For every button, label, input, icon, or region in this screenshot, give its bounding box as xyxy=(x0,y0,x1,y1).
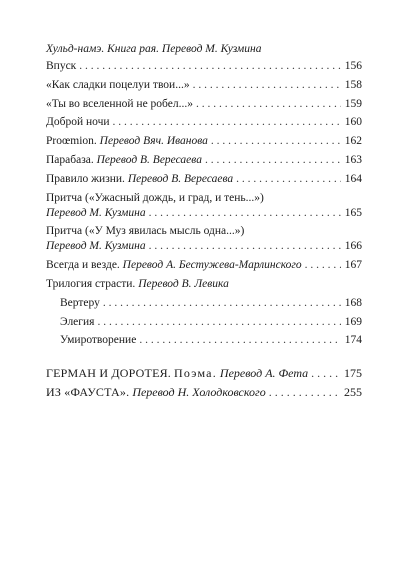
entry-title: «Как сладки поцелуи твои...» xyxy=(46,78,190,91)
entry-title-text: Proœmion. xyxy=(46,135,97,148)
section-heading: Хульд-намэ. Книга рая. Перевод М. Кузмина xyxy=(46,43,262,55)
entry-title-text: Парабаза. xyxy=(46,153,94,166)
entry-title xyxy=(46,366,308,381)
table-of-contents xyxy=(46,42,362,404)
entry-title-text: ГЕРМАН И ДОРОТЕЯ. xyxy=(46,366,172,381)
toc-entry xyxy=(46,78,362,93)
page-number: 164 xyxy=(344,172,362,185)
page-number: 174 xyxy=(344,334,362,347)
entry-title: Притча («У Муз явилась мысль одна...») xyxy=(46,225,245,238)
entry-title: «Ты во вселенной не робел...» xyxy=(46,97,193,110)
entry-translator: Перевод Н. Холодковского xyxy=(132,384,266,399)
entry-title: Притча («Ужасный дождь, и град, и тень...») xyxy=(46,191,264,204)
toc-entry xyxy=(46,153,362,168)
entry-title xyxy=(46,172,233,187)
spacer xyxy=(46,352,362,366)
entry-second-line xyxy=(46,206,362,221)
entry-second-line xyxy=(46,239,362,254)
entry-title-text: ИЗ «ФАУСТА». xyxy=(46,384,130,399)
toc-entry xyxy=(46,59,362,74)
toc-sub-entry xyxy=(46,333,362,348)
dot-leader xyxy=(311,366,341,381)
entry-translator: Перевод В. Вересаева xyxy=(96,153,202,166)
page-number: 162 xyxy=(344,135,362,148)
entry-title xyxy=(46,385,266,400)
page-number: 169 xyxy=(344,315,362,328)
entry-translator: Перевод М. Кузмина xyxy=(46,206,146,219)
toc-entry-two-line xyxy=(46,191,362,221)
trilogy-heading xyxy=(46,277,362,292)
entry-title xyxy=(46,153,202,168)
entry-title: Элегия xyxy=(60,315,95,328)
toc-entry xyxy=(46,97,362,112)
entry-title: Умиротворение xyxy=(60,334,137,347)
entry-title-text: Всегда и везде. xyxy=(46,259,120,272)
entry-title: Вертеру xyxy=(60,296,100,309)
toc-entry xyxy=(46,258,362,273)
entry-title xyxy=(46,134,208,149)
entry-genre: Поэма. xyxy=(174,366,217,381)
page-number: 166 xyxy=(344,240,362,253)
entry-title-text: Правило жизни. xyxy=(46,172,125,185)
toc-major-entry xyxy=(46,385,362,400)
entry-translator: Перевод М. Кузмина xyxy=(46,240,146,253)
dot-leader xyxy=(205,153,341,168)
dot-leader xyxy=(113,115,341,130)
dot-leader xyxy=(193,78,341,93)
dot-leader xyxy=(139,333,341,348)
entry-translator: Перевод В. Вересаева xyxy=(127,172,234,185)
entry-title: Впуск xyxy=(46,60,77,72)
toc-sub-entry xyxy=(46,296,362,311)
dot-leader xyxy=(149,239,341,254)
entry-translator: Перевод Вяч. Иванова xyxy=(99,135,208,148)
page-number: 160 xyxy=(344,116,362,129)
entry-title-text: Трилогия страсти. xyxy=(46,277,136,290)
dot-leader xyxy=(236,172,341,187)
toc-entry-two-line xyxy=(46,224,362,254)
page-number: 158 xyxy=(344,78,362,91)
page-number: 156 xyxy=(344,60,362,72)
page-number: 167 xyxy=(344,259,362,272)
entry-title xyxy=(46,258,302,273)
page-number: 159 xyxy=(344,97,362,110)
dot-leader xyxy=(305,258,341,273)
page-number: 163 xyxy=(344,153,362,166)
dot-leader xyxy=(79,59,341,74)
dot-leader xyxy=(269,385,341,400)
toc-sub-entry xyxy=(46,315,362,330)
page-number: 175 xyxy=(344,366,362,381)
toc-entry xyxy=(46,134,362,149)
dot-leader xyxy=(149,206,341,221)
toc-major-entry xyxy=(46,366,362,381)
page-number: 255 xyxy=(344,384,362,399)
dot-leader xyxy=(97,315,341,330)
toc-entry xyxy=(46,172,362,187)
entry-translator: Перевод А. Фета xyxy=(219,366,309,381)
entry-title: Доброй ночи xyxy=(46,116,110,129)
entry-translator: Перевод А. Бестужева-Марлинского xyxy=(122,259,302,272)
dot-leader xyxy=(196,97,341,112)
dot-leader xyxy=(211,134,341,149)
toc-entry xyxy=(46,115,362,130)
dot-leader xyxy=(103,296,341,311)
page-number: 168 xyxy=(344,296,362,309)
entry-translator: Перевод В. Левика xyxy=(138,277,229,290)
page-number: 165 xyxy=(344,206,362,219)
